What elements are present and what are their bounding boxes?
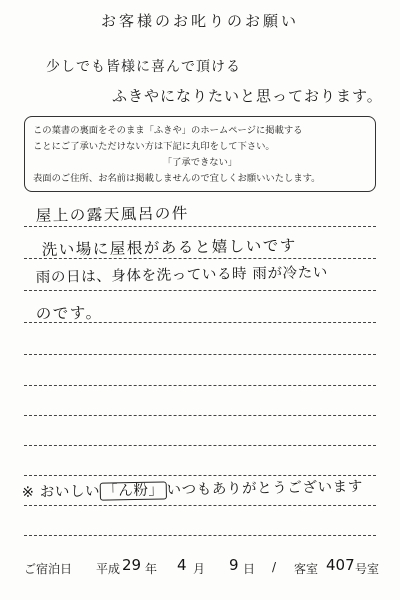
era-label: 平成 xyxy=(96,562,121,576)
intro-line-1: 少しでも皆様に喜んで頂ける xyxy=(46,59,241,75)
writing-line xyxy=(24,505,376,506)
handwritten-line-2: 洗い場に屋根があると嬉しいです xyxy=(41,236,297,260)
handwritten-line-4: のです。 xyxy=(35,303,103,324)
notice-line-3: 表面のご住所、お名前は掲載しませんので宜しくお願いいたします。 xyxy=(33,173,321,184)
writing-line xyxy=(24,535,376,536)
year-value: 29 xyxy=(122,556,142,574)
writing-line xyxy=(24,226,376,227)
day-value: 9 xyxy=(229,556,239,574)
room-unit: 号室 xyxy=(355,562,380,576)
writing-line xyxy=(24,445,376,446)
page-title: お客様のお叱りのお願い xyxy=(100,12,299,30)
writing-line xyxy=(24,354,376,355)
month-value: 4 xyxy=(177,556,187,574)
writing-line xyxy=(24,385,376,386)
day-unit: 日 xyxy=(243,562,256,576)
room-number: 407 xyxy=(326,556,355,574)
decline-option[interactable]: 「了承できない」 xyxy=(162,157,238,168)
month-unit: 月 xyxy=(193,562,206,576)
intro-line-2: ふきやになりたいと思っております。 xyxy=(112,87,383,105)
year-unit: 年 xyxy=(145,562,158,576)
writing-line xyxy=(24,290,376,291)
writing-line xyxy=(24,415,376,416)
stay-info-footer xyxy=(10,558,395,582)
stay-date-label: ご宿泊日 xyxy=(24,562,73,576)
postscript-boxed-item: 「ん粉」 xyxy=(100,481,167,500)
handwritten-line-3: 雨の日は、身体を洗っている時 雨が冷たい xyxy=(35,264,329,287)
separator: / xyxy=(272,560,277,574)
postscript-prefix: ※ おいしい xyxy=(21,483,101,502)
publication-notice-box xyxy=(24,116,376,192)
room-label: 客室 xyxy=(294,562,319,576)
notice-line-2: ことにご了承いただけない方は下記に丸印をして下さい。 xyxy=(33,141,275,152)
notice-line-1: この葉書の裏面をそのまま「ふきや」のホームページに掲載する xyxy=(33,125,303,136)
handwritten-line-1: 屋上の露天風呂の件 xyxy=(35,204,189,226)
handwritten-postscript xyxy=(22,475,363,502)
postscript-suffix: いつもありがとうございます xyxy=(166,479,364,499)
